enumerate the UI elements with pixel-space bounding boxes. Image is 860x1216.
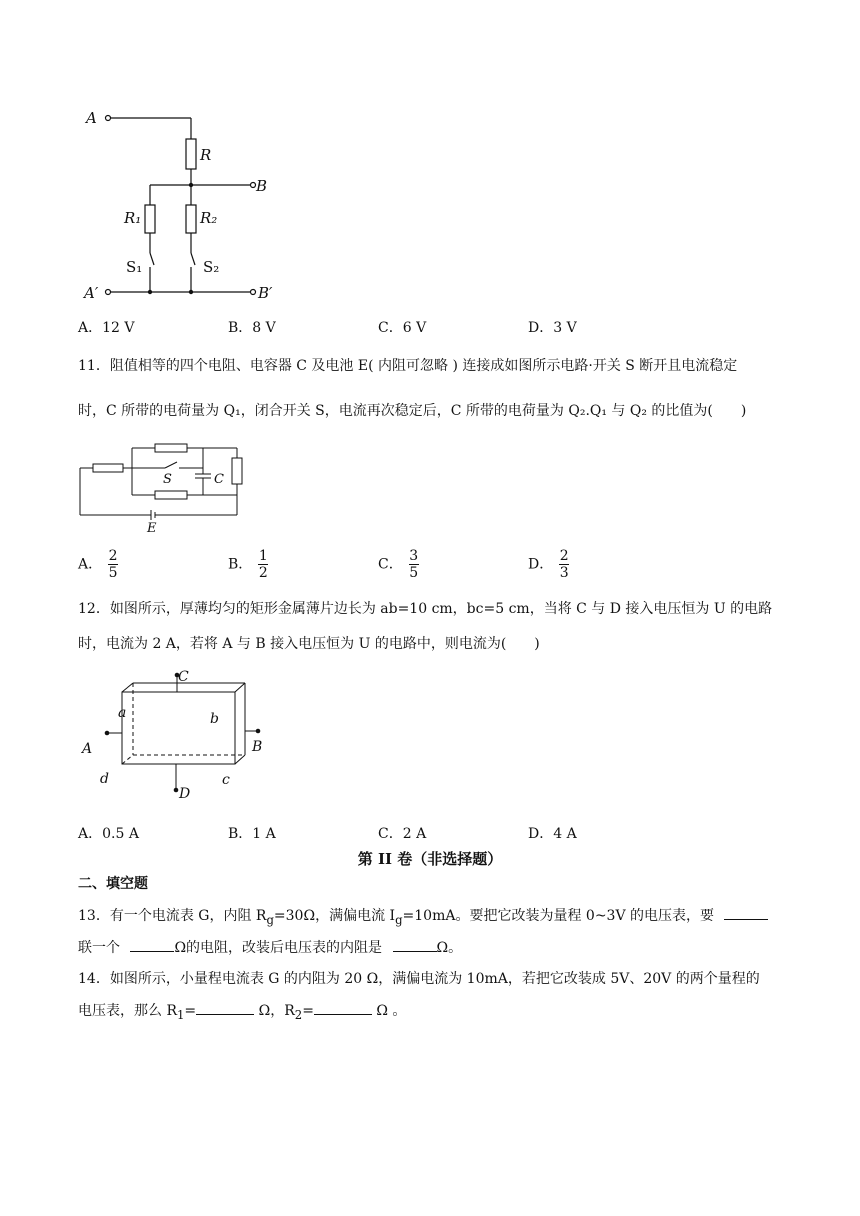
fraction (559, 548, 569, 581)
q10-option-d: D．3 V (528, 320, 577, 336)
text: 联一个 (78, 940, 120, 956)
q10-circuit-figure (80, 105, 280, 305)
numerator: 3 (409, 548, 419, 564)
q12-text-line1: 12．如图所示，厚薄均匀的矩形金属薄片边长为 ab=10 cm，bc=5 cm，当将 C 与 D 接入电压恒为 U 的电路 (78, 601, 773, 617)
blank-1[interactable] (724, 905, 768, 920)
label-C: C (214, 472, 224, 487)
label-B-prime: B′ (258, 284, 273, 302)
text: Ω的电阻，改装后电压表的内阻是 (174, 940, 383, 956)
q11-circuit-figure (75, 440, 250, 535)
text: = (184, 1003, 197, 1019)
q11-text-line2: 时，C 所带的电荷量为 Q₁，闭合开关 S，电流再次稳定后，C 所带的电荷量为 Q₂.Q₁ 与 Q₂ 的比值为( ) (78, 403, 747, 419)
label-B: B (256, 177, 268, 195)
option-letter: D． (528, 556, 554, 573)
text: Ω。 (436, 940, 463, 956)
fraction (108, 548, 118, 581)
q11-option-d (528, 548, 569, 581)
denominator: 5 (108, 565, 118, 581)
subscript: 1 (177, 1007, 185, 1022)
label-B: B (252, 739, 263, 755)
label-A: A (86, 109, 97, 127)
q11-option-b (228, 548, 268, 581)
subscript: g (266, 912, 274, 927)
blank-3[interactable] (393, 937, 437, 952)
fraction (258, 548, 268, 581)
label-R: R (200, 146, 212, 164)
label-S: S (163, 472, 172, 487)
label-R1: R₁ (124, 209, 142, 227)
q12-option-c: C．2 A (378, 826, 427, 842)
label-R2: R₂ (200, 209, 218, 227)
q12-option-d: D．4 A (528, 826, 577, 842)
subscript: g (395, 912, 403, 927)
label-b: b (210, 711, 219, 727)
label-C: C (178, 669, 189, 685)
option-letter: A． (78, 556, 103, 573)
subscript: 2 (294, 1007, 303, 1022)
label-D: D (179, 786, 191, 802)
label-E: E (147, 521, 157, 535)
label-d: d (100, 771, 109, 787)
q13-text-line2 (78, 937, 462, 957)
denominator: 2 (258, 565, 268, 581)
blank-r1[interactable] (196, 1000, 254, 1015)
numerator: 1 (258, 548, 268, 564)
q11-option-c (378, 548, 419, 581)
numerator: 2 (559, 548, 569, 564)
blank-2[interactable] (130, 937, 174, 952)
blank-r2[interactable] (314, 1000, 372, 1015)
numerator: 2 (108, 548, 118, 564)
label-S1: S₁ (126, 258, 143, 276)
q11-text-line1: 11．阻值相等的四个电阻、电容器 C 及电池 E( 内阻可忽略 ) 连接成如图所示电路·开关 S 断开且电流稳定 (78, 358, 738, 374)
q11-option-a (78, 548, 118, 581)
fraction (409, 548, 419, 581)
q10-option-c: C．6 V (378, 320, 427, 336)
label-c: c (222, 772, 230, 788)
text: =30Ω，满偏电流 I (273, 908, 396, 924)
q12-option-b: B．1 A (228, 826, 276, 842)
denominator: 5 (409, 565, 419, 581)
label-A: A (82, 741, 93, 757)
q10-option-a: A．12 V (78, 320, 135, 336)
label-S2: S₂ (203, 258, 220, 276)
text: Ω，R (258, 1003, 295, 1019)
label-A-prime: A′ (84, 284, 99, 302)
denominator: 3 (559, 565, 569, 581)
option-letter: B． (228, 556, 253, 573)
text: = (302, 1003, 314, 1019)
q14-text-line2 (78, 1000, 406, 1022)
q10-option-b: B．8 V (228, 320, 276, 336)
q13-text-line1 (78, 905, 768, 927)
section-title: 二、填空题 (78, 876, 148, 892)
q12-sheet-figure (80, 665, 280, 805)
text: 13．有一个电流表 G，内阻 R (78, 908, 267, 924)
label-a: a (118, 705, 127, 721)
text: 电压表，那么 R (78, 1003, 177, 1019)
part2-heading: 第 II 卷（非选择题） (357, 850, 503, 868)
text: Ω 。 (376, 1003, 407, 1019)
text: =10mA。要把它改装为量程 0~3V 的电压表，要 (402, 908, 715, 924)
q12-option-a: A．0.5 A (78, 826, 139, 842)
q14-text-line1: 14．如图所示，小量程电流表 G 的内阻为 20 Ω，满偏电流为 10mA，若把它改装成 5V、20V 的两个量程的 (78, 971, 760, 987)
q12-text-line2: 时，电流为 2 A，若将 A 与 B 接入电压恒为 U 的电路中，则电流为( ) (78, 636, 540, 652)
option-letter: C． (378, 556, 403, 573)
